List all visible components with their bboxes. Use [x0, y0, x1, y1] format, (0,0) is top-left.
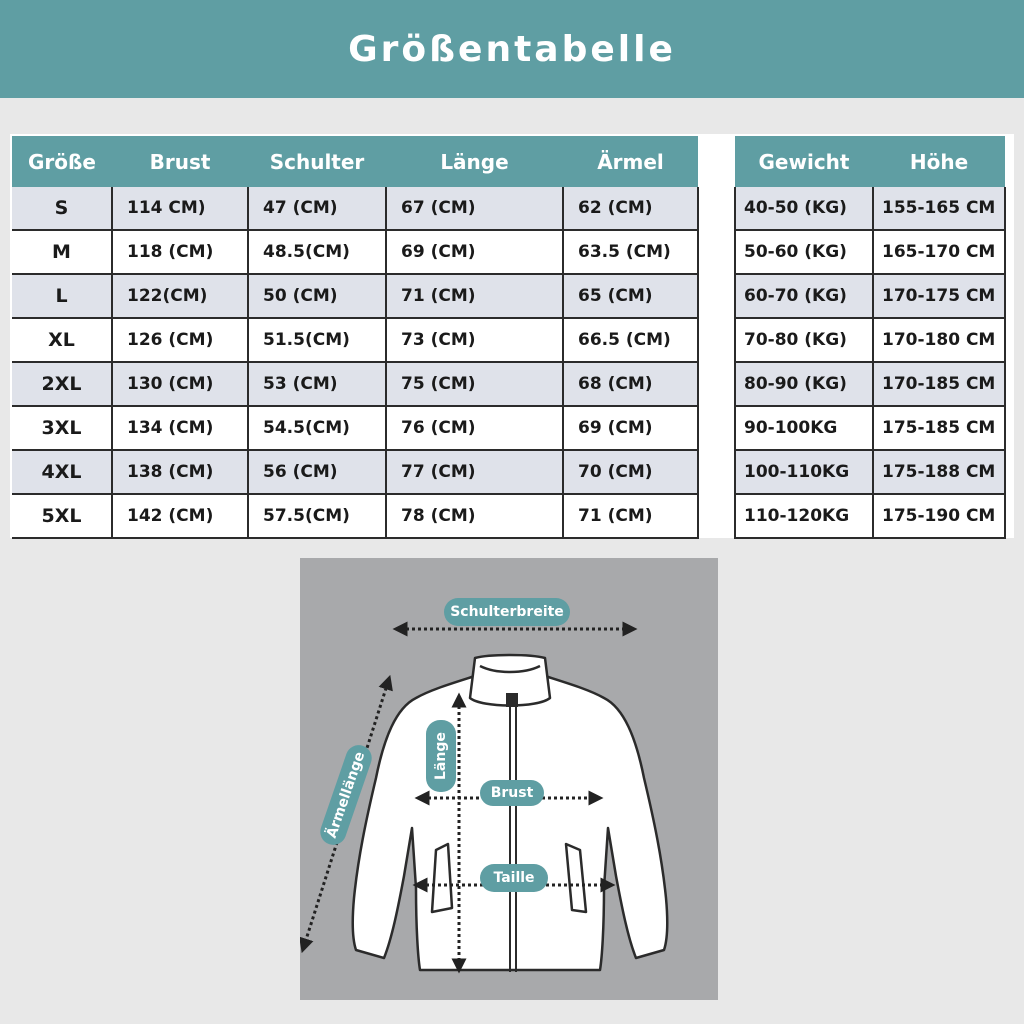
cell-chest: 138 (CM) [112, 450, 248, 494]
cell-length: 73 (CM) [386, 318, 563, 362]
cell-shoulder: 57.5(CM) [248, 494, 386, 538]
size-row [12, 230, 698, 274]
cell-size: 5XL [12, 494, 112, 538]
cell-size: S [12, 187, 112, 230]
cell-height: 170-175 CM [873, 274, 1005, 318]
size-row [12, 362, 698, 406]
header-weight: Gewicht [735, 136, 873, 187]
cell-shoulder: 53 (CM) [248, 362, 386, 406]
size-row [12, 494, 698, 538]
cell-length: 78 (CM) [386, 494, 563, 538]
size-row [12, 406, 698, 450]
cell-weight: 50-60 (KG) [735, 230, 873, 274]
size-row [12, 318, 698, 362]
weight-table [734, 136, 1006, 539]
cell-size: 3XL [12, 406, 112, 450]
cell-chest: 126 (CM) [112, 318, 248, 362]
page-title: Größentabelle [348, 28, 676, 70]
size-table [12, 136, 699, 539]
header-length: Länge [386, 136, 563, 187]
cell-length: 71 (CM) [386, 274, 563, 318]
cell-sleeve: 65 (CM) [563, 274, 698, 318]
cell-height: 175-190 CM [873, 494, 1005, 538]
header-size: Größe [12, 136, 112, 187]
weight-row [735, 274, 1005, 318]
weight-row [735, 494, 1005, 538]
size-table-header [12, 136, 698, 187]
header-shoulder: Schulter [248, 136, 386, 187]
cell-length: 69 (CM) [386, 230, 563, 274]
cell-chest: 118 (CM) [112, 230, 248, 274]
weight-row [735, 406, 1005, 450]
cell-chest: 114 CM) [112, 187, 248, 230]
cell-length: 77 (CM) [386, 450, 563, 494]
size-row [12, 450, 698, 494]
cell-chest: 142 (CM) [112, 494, 248, 538]
cell-height: 170-185 CM [873, 362, 1005, 406]
chest-label: Brust [480, 780, 544, 806]
cell-sleeve: 69 (CM) [563, 406, 698, 450]
cell-weight: 110-120KG [735, 494, 873, 538]
cell-length: 75 (CM) [386, 362, 563, 406]
cell-size: XL [12, 318, 112, 362]
cell-size: 2XL [12, 362, 112, 406]
title-banner [0, 0, 1024, 98]
cell-height: 170-180 CM [873, 318, 1005, 362]
cell-size: M [12, 230, 112, 274]
weight-row [735, 318, 1005, 362]
cell-shoulder: 47 (CM) [248, 187, 386, 230]
cell-chest: 134 (CM) [112, 406, 248, 450]
cell-shoulder: 56 (CM) [248, 450, 386, 494]
cell-weight: 90-100KG [735, 406, 873, 450]
cell-height: 155-165 CM [873, 187, 1005, 230]
cell-chest: 122(CM) [112, 274, 248, 318]
size-row [12, 187, 698, 230]
cell-sleeve: 68 (CM) [563, 362, 698, 406]
cell-shoulder: 54.5(CM) [248, 406, 386, 450]
cell-weight: 70-80 (KG) [735, 318, 873, 362]
shoulder-label: Schulterbreite [444, 598, 570, 626]
cell-shoulder: 51.5(CM) [248, 318, 386, 362]
weight-row [735, 230, 1005, 274]
header-height: Höhe [873, 136, 1005, 187]
cell-sleeve: 66.5 (CM) [563, 318, 698, 362]
size-row [12, 274, 698, 318]
cell-sleeve: 70 (CM) [563, 450, 698, 494]
cell-height: 165-170 CM [873, 230, 1005, 274]
cell-size: L [12, 274, 112, 318]
measurement-diagram [300, 558, 718, 1000]
cell-shoulder: 48.5(CM) [248, 230, 386, 274]
cell-length: 67 (CM) [386, 187, 563, 230]
cell-sleeve: 71 (CM) [563, 494, 698, 538]
cell-shoulder: 50 (CM) [248, 274, 386, 318]
cell-weight: 80-90 (KG) [735, 362, 873, 406]
length-label: Länge [426, 720, 456, 792]
cell-weight: 60-70 (KG) [735, 274, 873, 318]
cell-sleeve: 63.5 (CM) [563, 230, 698, 274]
header-chest: Brust [112, 136, 248, 187]
cell-chest: 130 (CM) [112, 362, 248, 406]
waist-label: Taille [480, 864, 548, 892]
cell-size: 4XL [12, 450, 112, 494]
cell-height: 175-188 CM [873, 450, 1005, 494]
weight-row [735, 450, 1005, 494]
cell-weight: 100-110KG [735, 450, 873, 494]
cell-sleeve: 62 (CM) [563, 187, 698, 230]
weight-row [735, 187, 1005, 230]
cell-weight: 40-50 (KG) [735, 187, 873, 230]
cell-height: 175-185 CM [873, 406, 1005, 450]
cell-length: 76 (CM) [386, 406, 563, 450]
sleeve-label: Ärmellänge [317, 742, 375, 849]
weight-row [735, 362, 1005, 406]
header-sleeve: Ärmel [563, 136, 698, 187]
weight-table-header [735, 136, 1005, 187]
